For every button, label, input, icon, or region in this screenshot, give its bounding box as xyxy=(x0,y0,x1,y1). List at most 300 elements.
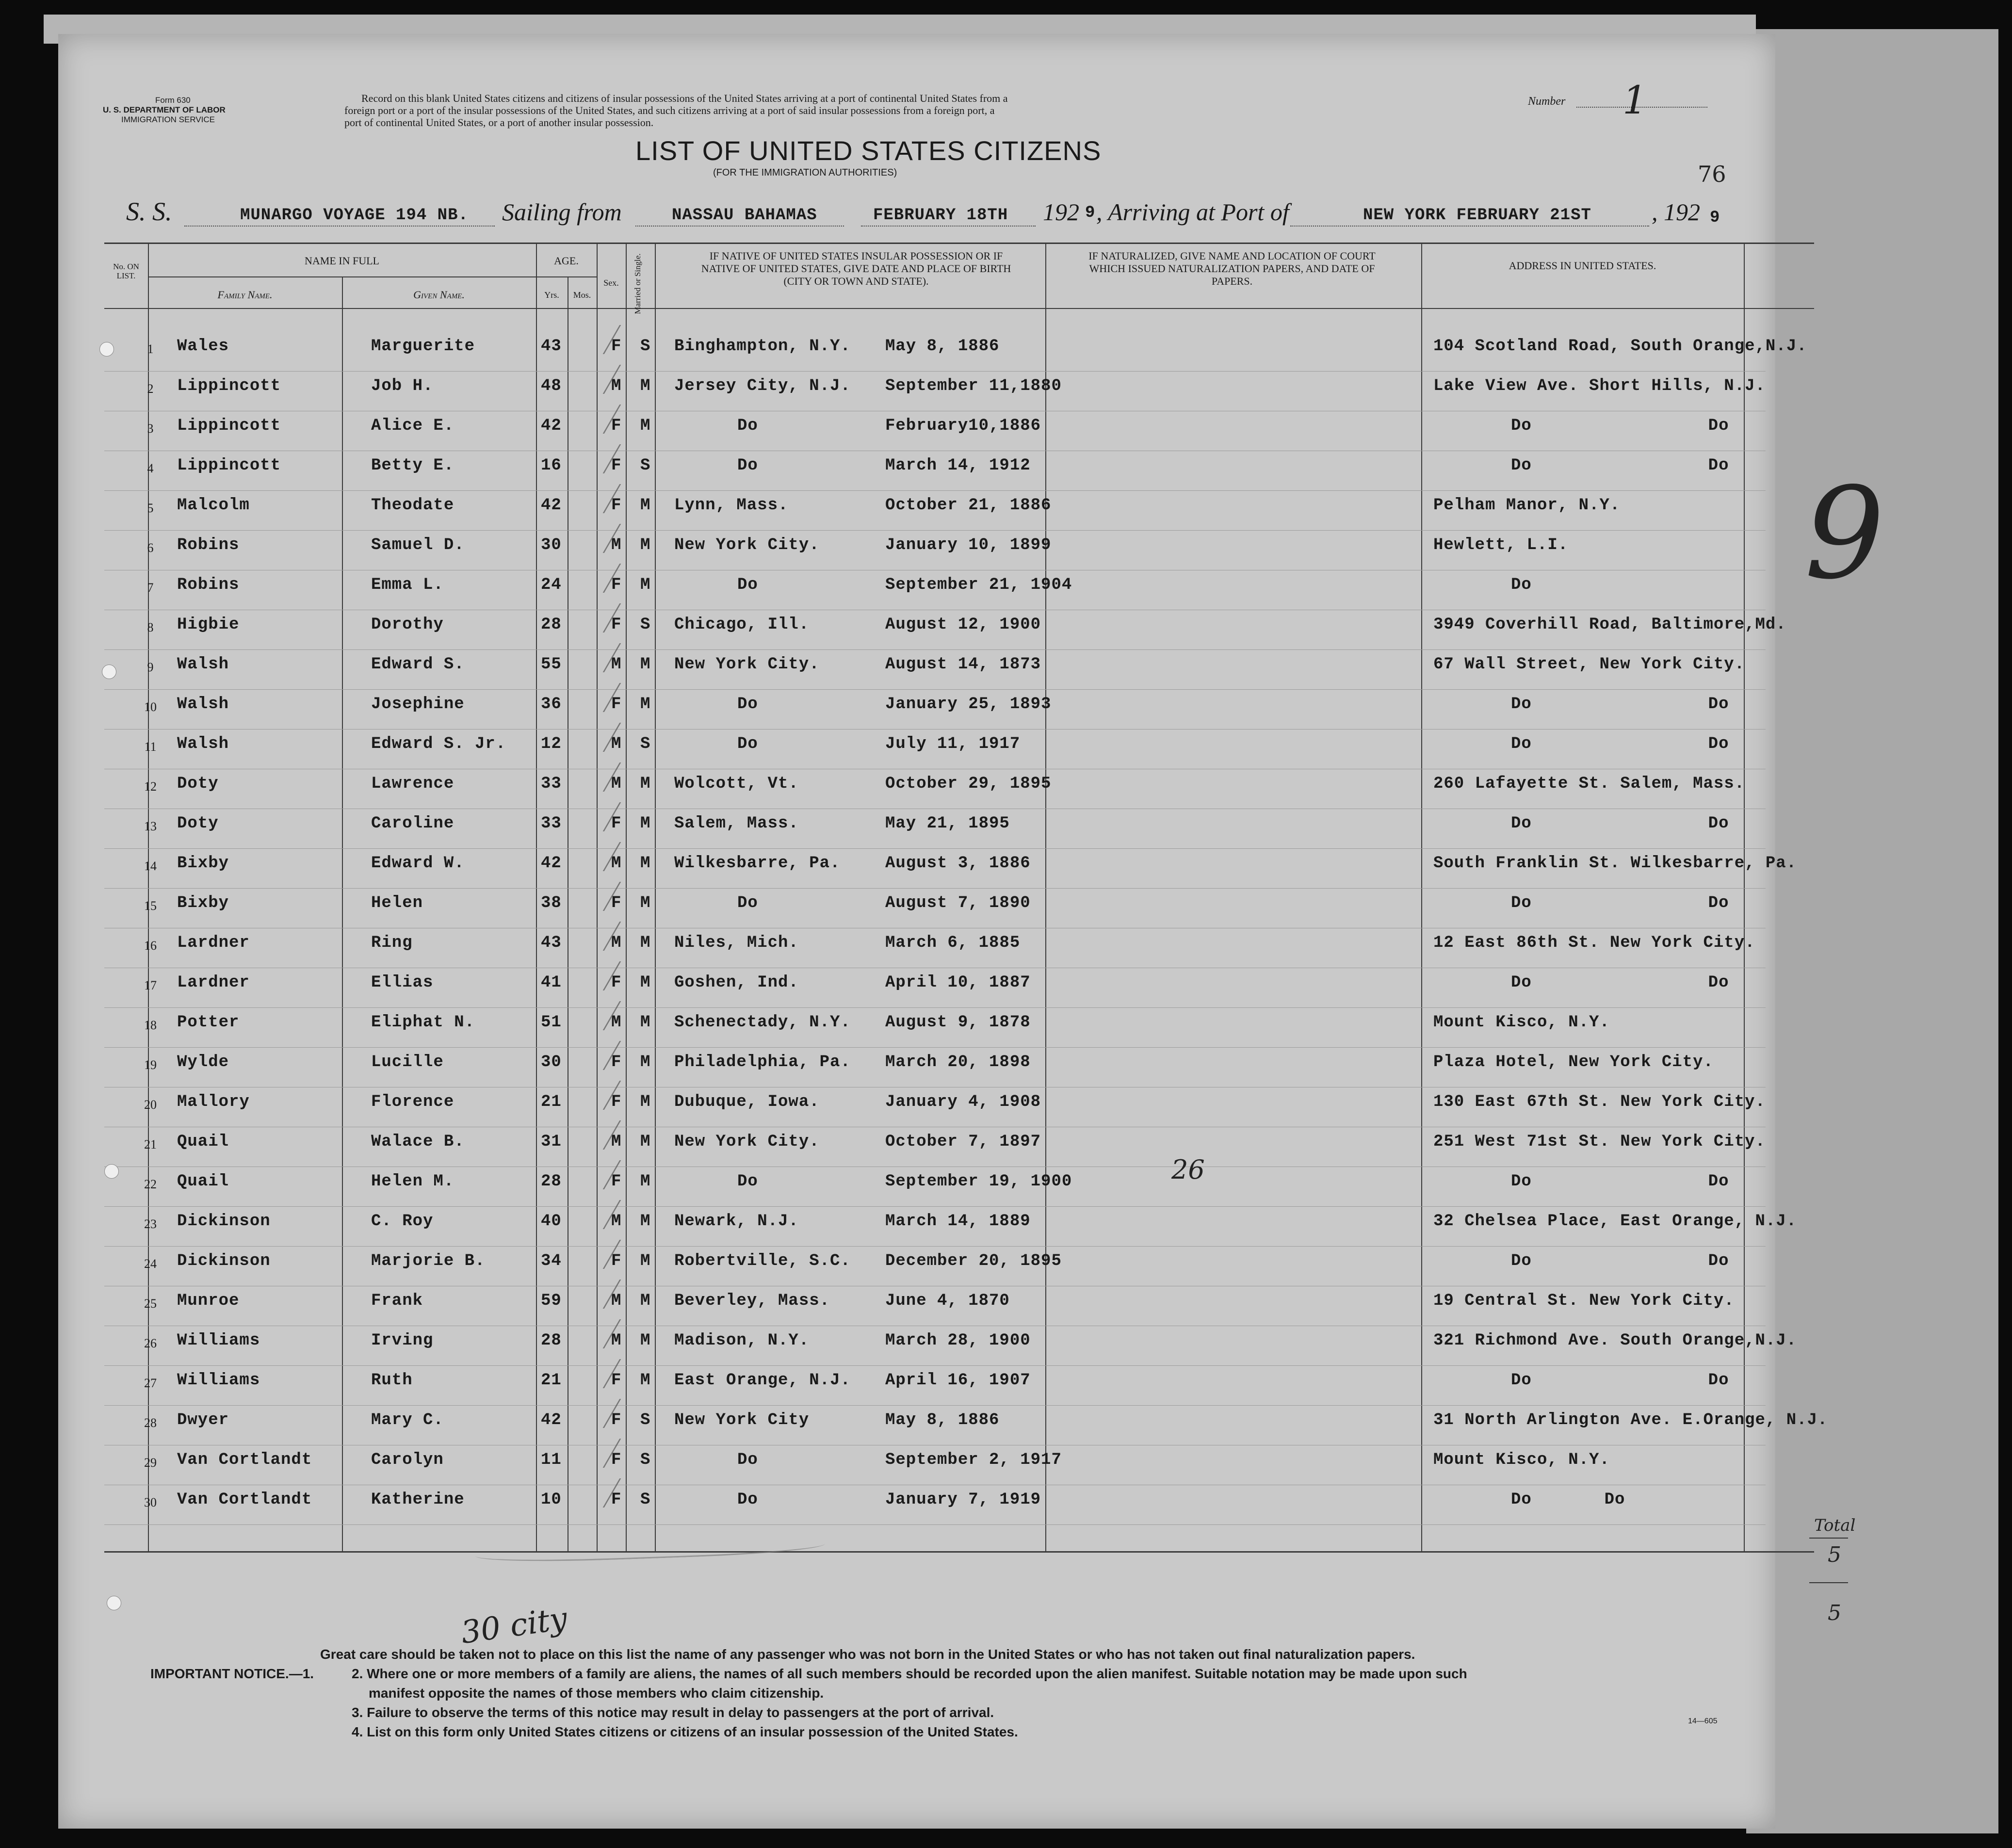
sailing-label: Sailing from xyxy=(502,198,622,226)
family-name: Potter xyxy=(177,1013,240,1032)
print-code: 14—605 xyxy=(1688,1717,1718,1725)
birth-date: February10,1886 xyxy=(885,417,1041,435)
arriving-label: , Arriving at Port of xyxy=(1096,198,1289,226)
table-top-border xyxy=(104,243,1814,244)
given-name: Irving xyxy=(371,1331,434,1350)
row-number: 21 xyxy=(144,1137,157,1151)
family-name: Lippincott xyxy=(177,377,281,395)
given-name: Carolyn xyxy=(371,1451,444,1469)
age-years: 43 xyxy=(541,337,562,356)
given-name: Florence xyxy=(371,1093,454,1111)
age-years: 16 xyxy=(541,456,562,475)
arrival-port: NEW YORK FEBRUARY 21ST xyxy=(1363,206,1591,225)
col-line-birth xyxy=(1045,243,1046,1552)
address: Do Do xyxy=(1511,973,1729,992)
birth-place: Chicago, Ill. xyxy=(674,616,810,634)
family-name: Munroe xyxy=(177,1292,240,1310)
birth-place: New York City xyxy=(674,1411,810,1429)
sex: F xyxy=(611,616,622,634)
address: Do Do xyxy=(1511,417,1729,435)
row-number: 30 xyxy=(144,1495,157,1509)
age-years: 30 xyxy=(541,536,562,554)
marital-status: M xyxy=(640,695,651,713)
birth-place: Beverley, Mass. xyxy=(674,1292,830,1310)
birth-date: January 25, 1893 xyxy=(885,695,1052,713)
notice-item-4: 4. List on this form only United States citizens or citizens of an insular possession of the United States. xyxy=(352,1724,1018,1739)
birth-date: August 7, 1890 xyxy=(885,894,1031,912)
notice-item-3: 3. Failure to observe the terms of this notice may result in delay to passengers at the port of arrival. xyxy=(352,1705,994,1720)
family-name: Higbie xyxy=(177,616,240,634)
page-title: LIST OF UNITED STATES CITIZENS xyxy=(635,135,1102,166)
address: Do Do xyxy=(1511,894,1729,912)
address: 31 North Arlington Ave. E.Orange, N.J. xyxy=(1433,1411,1828,1429)
sex: M xyxy=(611,1133,622,1151)
row-number: 17 xyxy=(144,978,157,992)
naturalized-column-note: 26 xyxy=(1171,1154,1205,1185)
given-name: Edward S. Jr. xyxy=(371,735,506,753)
address: South Franklin St. Wilkesbarre, Pa. xyxy=(1433,854,1797,873)
sex: F xyxy=(611,1252,622,1270)
family-name: Lardner xyxy=(177,934,250,952)
marital-status: S xyxy=(640,1491,651,1509)
sex: M xyxy=(611,1292,622,1310)
given-name: Marjorie B. xyxy=(371,1252,486,1270)
marital-status: S xyxy=(640,1451,651,1469)
sex: F xyxy=(611,1371,622,1390)
arrival-year-prefix: , 192 xyxy=(1652,198,1700,226)
row-number: 22 xyxy=(144,1177,157,1191)
given-name: Alice E. xyxy=(371,417,454,435)
col-line-address xyxy=(1744,243,1745,1552)
birth-date: March 28, 1900 xyxy=(885,1331,1031,1350)
family-name: Bixby xyxy=(177,854,229,873)
row-rule xyxy=(104,888,1766,889)
punch-hole xyxy=(102,665,116,679)
birth-place: Do xyxy=(737,735,758,753)
birth-place: Do xyxy=(737,1172,758,1191)
punch-hole xyxy=(99,342,114,357)
total-value-2: 5 xyxy=(1828,1601,1841,1625)
address: Do Do xyxy=(1511,695,1729,713)
given-name: Theodate xyxy=(371,496,454,515)
col-line-no xyxy=(148,243,149,1552)
birth-place: Madison, N.Y. xyxy=(674,1331,810,1350)
given-name: Ring xyxy=(371,934,413,952)
family-name: Van Cortlandt xyxy=(177,1451,312,1469)
birth-place: Robertville, S.C. xyxy=(674,1252,851,1270)
from-port: NASSAU BAHAMAS xyxy=(672,206,817,225)
header-mos: Mos. xyxy=(573,290,591,300)
row-rule xyxy=(104,848,1766,849)
row-rule xyxy=(104,490,1766,491)
family-name: Dickinson xyxy=(177,1252,271,1270)
marital-status: M xyxy=(640,536,651,554)
address: 19 Central St. New York City. xyxy=(1433,1292,1735,1310)
birth-place: Do xyxy=(737,1491,758,1509)
sex: M xyxy=(611,1212,622,1231)
sex: F xyxy=(611,496,622,515)
page-subtitle: (FOR THE IMMIGRATION AUTHORITIES) xyxy=(713,167,897,178)
given-name: Job H. xyxy=(371,377,434,395)
sex: F xyxy=(611,695,622,713)
birth-date: August 3, 1886 xyxy=(885,854,1031,873)
marital-status: M xyxy=(640,1093,651,1111)
instructions-line-2: foreign port or a port of the insular possessions of the United States, and such citizens arriving at a port of said insular possessions from a foreign port, a xyxy=(344,104,995,116)
family-name: Lippincott xyxy=(177,417,281,435)
sex: M xyxy=(611,1331,622,1350)
age-years: 43 xyxy=(541,934,562,952)
total-value: 5 xyxy=(1828,1542,1841,1567)
given-name: Mary C. xyxy=(371,1411,444,1429)
punch-hole xyxy=(104,1164,119,1179)
row-number: 8 xyxy=(147,620,154,634)
marital-status: M xyxy=(640,1013,651,1032)
sex: M xyxy=(611,735,622,753)
department-label: U. S. DEPARTMENT OF LABOR xyxy=(103,105,226,114)
header-bottom-border xyxy=(104,308,1814,309)
address: Do Do xyxy=(1511,814,1729,833)
birth-place: Newark, N.J. xyxy=(674,1212,799,1231)
given-name: Katherine xyxy=(371,1491,465,1509)
marital-status: S xyxy=(640,1411,651,1429)
row-number: 14 xyxy=(144,859,157,873)
header-yrs: Yrs. xyxy=(544,290,559,300)
birth-place: Dubuque, Iowa. xyxy=(674,1093,820,1111)
age-years: 21 xyxy=(541,1371,562,1390)
birth-place: Wolcott, Vt. xyxy=(674,775,799,793)
back-sheet-right xyxy=(1746,29,1998,1833)
col-line-naturalized xyxy=(1421,243,1422,1552)
marital-status: S xyxy=(640,337,651,356)
age-years: 34 xyxy=(541,1252,562,1270)
family-name: Williams xyxy=(177,1331,260,1350)
punch-hole xyxy=(107,1596,121,1610)
given-name: Helen xyxy=(371,894,423,912)
sex: F xyxy=(611,1491,622,1509)
name-subheader-line xyxy=(148,276,597,277)
age-years: 51 xyxy=(541,1013,562,1032)
birth-place: Schenectady, N.Y. xyxy=(674,1013,851,1032)
birth-date: June 4, 1870 xyxy=(885,1292,1010,1310)
birth-date: March 6, 1885 xyxy=(885,934,1021,952)
sex: F xyxy=(611,1451,622,1469)
family-name: Williams xyxy=(177,1371,260,1390)
ship-underline xyxy=(184,226,495,227)
header-given-name: Given Name. xyxy=(413,289,465,301)
age-years: 24 xyxy=(541,576,562,594)
sex: F xyxy=(611,1411,622,1429)
row-number: 4 xyxy=(147,461,154,475)
address: Do Do xyxy=(1511,1371,1729,1390)
age-years: 31 xyxy=(541,1133,562,1151)
row-rule xyxy=(104,1246,1766,1247)
age-years: 30 xyxy=(541,1053,562,1071)
service-label: IMMIGRATION SERVICE xyxy=(121,115,215,124)
notice-label: IMPORTANT NOTICE.—1. xyxy=(150,1666,314,1681)
address: Do Do xyxy=(1511,456,1729,475)
ship-name: MUNARGO VOYAGE 194 NB. xyxy=(240,206,469,225)
birth-place: Jersey City, N.J. xyxy=(674,377,851,395)
year-prefix: 192 xyxy=(1043,198,1079,226)
sex: F xyxy=(611,1172,622,1191)
sex: F xyxy=(611,814,622,833)
row-number: 20 xyxy=(144,1098,157,1112)
marital-status: M xyxy=(640,775,651,793)
family-name: Doty xyxy=(177,814,219,833)
age-years: 12 xyxy=(541,735,562,753)
row-number: 1 xyxy=(147,342,154,356)
marital-status: M xyxy=(640,417,651,435)
age-years: 38 xyxy=(541,894,562,912)
row-number: 15 xyxy=(144,899,157,913)
birth-date: April 16, 1907 xyxy=(885,1371,1031,1390)
notice-item-2: 2. Where one or more members of a family are aliens, the names of all such members should be recorded upon the alien manifest. Suitable notation may be made upon such xyxy=(352,1666,1467,1681)
birth-date: May 8, 1886 xyxy=(885,1411,1000,1429)
given-name: Ellias xyxy=(371,973,434,992)
family-name: Mallory xyxy=(177,1093,250,1111)
marital-status: M xyxy=(640,1133,651,1151)
row-rule xyxy=(104,689,1766,690)
address: 321 Richmond Ave. South Orange,N.J. xyxy=(1433,1331,1797,1350)
row-number: 26 xyxy=(144,1336,157,1350)
birth-date: December 20, 1895 xyxy=(885,1252,1062,1270)
family-name: Wylde xyxy=(177,1053,229,1071)
sex: M xyxy=(611,854,622,873)
bottom-scrawl: 30 city xyxy=(458,1601,570,1651)
given-name: Frank xyxy=(371,1292,423,1310)
sex: M xyxy=(611,377,622,395)
from-underline xyxy=(635,226,844,227)
birth-date: January 10, 1899 xyxy=(885,536,1052,554)
row-rule xyxy=(104,1524,1766,1525)
address: Do xyxy=(1511,576,1532,594)
given-name: Eliphat N. xyxy=(371,1013,475,1032)
sex: F xyxy=(611,1093,622,1111)
row-rule xyxy=(104,530,1766,531)
given-name: Samuel D. xyxy=(371,536,465,554)
row-number: 19 xyxy=(144,1058,157,1072)
birth-date: September 21, 1904 xyxy=(885,576,1072,594)
instructions-line-3: port of continental United States, or a port of another insular possession. xyxy=(344,116,654,129)
age-years: 36 xyxy=(541,695,562,713)
family-name: Bixby xyxy=(177,894,229,912)
age-years: 42 xyxy=(541,417,562,435)
row-number: 16 xyxy=(144,939,157,953)
birth-place: Wilkesbarre, Pa. xyxy=(674,854,841,873)
header-family-name: Family Name. xyxy=(217,289,273,301)
row-number: 24 xyxy=(144,1257,157,1271)
birth-place: East Orange, N.J. xyxy=(674,1371,851,1390)
given-name: Caroline xyxy=(371,814,454,833)
table-bottom-border xyxy=(104,1551,1814,1553)
address: 3949 Coverhill Road, Baltimore,Md. xyxy=(1433,616,1786,634)
address: Hewlett, L.I. xyxy=(1433,536,1569,554)
family-name: Quail xyxy=(177,1172,229,1191)
address: 32 Chelsea Place, East Orange, N.J. xyxy=(1433,1212,1797,1231)
header-age: AGE. xyxy=(554,255,579,267)
sex: M xyxy=(611,775,622,793)
given-name: Lucille xyxy=(371,1053,444,1071)
address: 130 East 67th St. New York City. xyxy=(1433,1093,1766,1111)
family-name: Walsh xyxy=(177,655,229,674)
sail-date: FEBRUARY 18TH xyxy=(873,206,1008,225)
ss-label: S. S. xyxy=(126,197,172,226)
age-years: 28 xyxy=(541,616,562,634)
sex: M xyxy=(611,1013,622,1032)
marital-status: S xyxy=(640,735,651,753)
row-rule xyxy=(104,371,1766,372)
birth-place: Do xyxy=(737,576,758,594)
birth-place: Niles, Mich. xyxy=(674,934,799,952)
row-number: 5 xyxy=(147,501,154,515)
age-years: 33 xyxy=(541,775,562,793)
given-name: Josephine xyxy=(371,695,465,713)
marital-status: M xyxy=(640,854,651,873)
given-name: Dorothy xyxy=(371,616,444,634)
age-years: 55 xyxy=(541,655,562,674)
date-underline xyxy=(861,226,1036,227)
family-name: Wales xyxy=(177,337,229,356)
row-number: 11 xyxy=(144,740,157,754)
birth-place: Goshen, Ind. xyxy=(674,973,799,992)
number-value: 1 xyxy=(1623,78,1647,123)
birth-date: September 11,1880 xyxy=(885,377,1062,395)
birth-date: September 19, 1900 xyxy=(885,1172,1072,1191)
family-name: Dwyer xyxy=(177,1411,229,1429)
family-name: Walsh xyxy=(177,695,229,713)
marital-status: M xyxy=(640,1331,651,1350)
family-name: Quail xyxy=(177,1133,229,1151)
marital-status: M xyxy=(640,934,651,952)
header-naturalized: IF NATURALIZED, GIVE NAME AND LOCATION OF COURT WHICH ISSUED NATURALIZATION PAPERS, AND DATE OF PAPERS. xyxy=(1088,250,1376,287)
family-name: Dickinson xyxy=(177,1212,271,1231)
sex: F xyxy=(611,1053,622,1071)
birth-date: March 14, 1912 xyxy=(885,456,1031,475)
row-rule xyxy=(104,1007,1766,1008)
total-label: Total xyxy=(1814,1516,1856,1535)
col-line-family xyxy=(342,276,343,1552)
marital-status: M xyxy=(640,894,651,912)
row-number: 6 xyxy=(147,541,154,555)
header-married: Married or Single. xyxy=(633,253,642,314)
birth-date: October 21, 1886 xyxy=(885,496,1052,515)
row-rule xyxy=(104,1047,1766,1048)
row-number: 25 xyxy=(144,1297,157,1311)
sex: F xyxy=(611,337,622,356)
family-name: Walsh xyxy=(177,735,229,753)
age-years: 41 xyxy=(541,973,562,992)
signature-scribble xyxy=(475,1531,825,1564)
instructions-line-1: Record on this blank United States citizens and citizens of insular possessions of the United States arriving at a port of continental United States from a xyxy=(361,92,1008,104)
marital-status: S xyxy=(640,616,651,634)
marital-status: M xyxy=(640,1292,651,1310)
birth-place: Binghampton, N.Y. xyxy=(674,337,851,356)
address: Do Do xyxy=(1511,735,1729,753)
right-margin-mark: 9 xyxy=(1804,461,1885,607)
family-name: Van Cortlandt xyxy=(177,1491,312,1509)
birth-date: May 21, 1895 xyxy=(885,814,1010,833)
manifest-page xyxy=(58,34,1885,1829)
row-number: 12 xyxy=(144,779,157,794)
birth-place: Do xyxy=(737,417,758,435)
address: 67 Wall Street, New York City. xyxy=(1433,655,1745,674)
row-number: 13 xyxy=(144,819,157,833)
family-name: Robins xyxy=(177,576,240,594)
page-number: 76 xyxy=(1698,161,1726,187)
address: 12 East 86th St. New York City. xyxy=(1433,934,1755,952)
sex: M xyxy=(611,536,622,554)
birth-place: Do xyxy=(737,695,758,713)
address: Pelham Manor, N.Y. xyxy=(1433,496,1621,515)
birth-date: May 8, 1886 xyxy=(885,337,1000,356)
row-number: 2 xyxy=(147,382,154,396)
address: Do Do xyxy=(1511,1252,1729,1270)
given-name: Edward W. xyxy=(371,854,465,873)
marital-status: M xyxy=(640,655,651,674)
form-number: Form 630 xyxy=(155,96,191,105)
age-years: 42 xyxy=(541,1411,562,1429)
row-number: 10 xyxy=(144,700,157,714)
birth-place: New York City. xyxy=(674,1133,820,1151)
address: Do Do xyxy=(1511,1491,1625,1509)
row-number: 27 xyxy=(144,1376,157,1390)
given-name: Ruth xyxy=(371,1371,413,1390)
sex: F xyxy=(611,417,622,435)
sex: F xyxy=(611,576,622,594)
birth-date: July 11, 1917 xyxy=(885,735,1021,753)
age-years: 48 xyxy=(541,377,562,395)
row-number: 7 xyxy=(147,581,154,595)
notice-item-2-cont: manifest opposite the names of those members who claim citizenship. xyxy=(369,1686,824,1701)
age-years: 42 xyxy=(541,854,562,873)
col-line-married xyxy=(655,243,656,1552)
birth-date: January 7, 1919 xyxy=(885,1491,1041,1509)
row-number: 3 xyxy=(147,421,154,436)
col-line-given xyxy=(536,243,537,1552)
birth-date: October 7, 1897 xyxy=(885,1133,1041,1151)
age-years: 10 xyxy=(541,1491,562,1509)
family-name: Lardner xyxy=(177,973,250,992)
age-years: 28 xyxy=(541,1331,562,1350)
birth-date: March 14, 1889 xyxy=(885,1212,1031,1231)
marital-status: M xyxy=(640,814,651,833)
given-name: Lawrence xyxy=(371,775,454,793)
birth-place: Do xyxy=(737,456,758,475)
given-name: Walace B. xyxy=(371,1133,465,1151)
row-number: 18 xyxy=(144,1018,157,1032)
marital-status: M xyxy=(640,496,651,515)
birth-date: January 4, 1908 xyxy=(885,1093,1041,1111)
marital-status: M xyxy=(640,1053,651,1071)
arrival-year: 9 xyxy=(1710,209,1720,227)
row-number: 28 xyxy=(144,1416,157,1430)
birth-place: New York City. xyxy=(674,655,820,674)
notice-item-1: Great care should be taken not to place on this list the name of any passenger who was not born in the United States or who has not taken out final naturalization papers. xyxy=(320,1647,1415,1662)
header-birth: IF NATIVE OF UNITED STATES INSULAR POSSESSION OR IF NATIVE OF UNITED STATES, GIVE DATE AND PLACE OF BIRTH (CITY OR TOWN AND STATE). xyxy=(701,250,1011,287)
row-rule xyxy=(104,1365,1766,1366)
age-years: 33 xyxy=(541,814,562,833)
birth-date: August 12, 1900 xyxy=(885,616,1041,634)
sex: F xyxy=(611,973,622,992)
birth-date: October 29, 1895 xyxy=(885,775,1052,793)
row-number: 23 xyxy=(144,1217,157,1231)
given-name: Helen M. xyxy=(371,1172,454,1191)
address: Do Do xyxy=(1511,1172,1729,1191)
address: Mount Kisco, N.Y. xyxy=(1433,1013,1610,1032)
age-years: 59 xyxy=(541,1292,562,1310)
birth-place: Lynn, Mass. xyxy=(674,496,789,515)
birth-date: August 14, 1873 xyxy=(885,655,1041,674)
